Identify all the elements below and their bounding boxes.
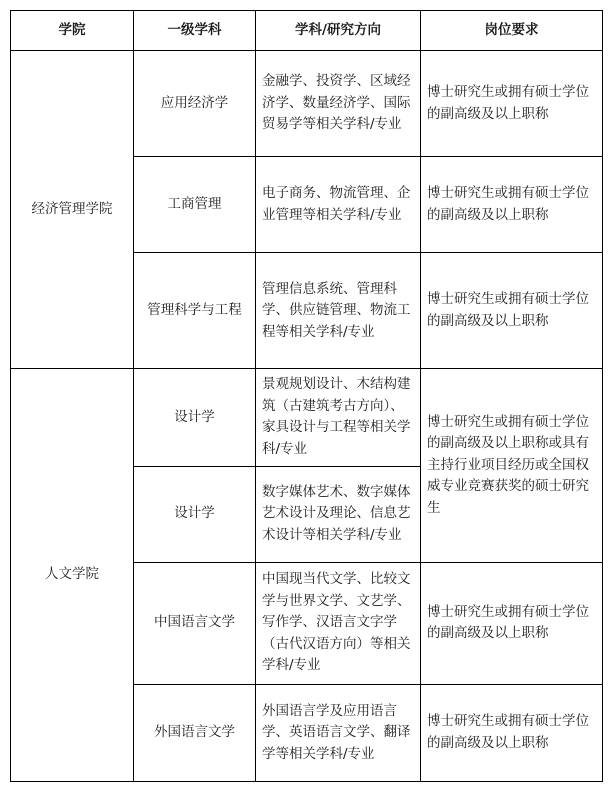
direction-cell: 管理信息系统、管理科学、供应链管理、物流工程等相关学科/专业 xyxy=(256,253,421,369)
direction-cell: 电子商务、物流管理、企业管理等相关学科/专业 xyxy=(256,157,421,253)
table-row xyxy=(11,51,603,157)
requirement-cell: 博士研究生或拥有硕士学位的副高级及以上职称 xyxy=(421,684,603,781)
college-cell: 人文学院 xyxy=(11,369,134,782)
subject-cell: 设计学 xyxy=(134,466,256,562)
header-requirement: 岗位要求 xyxy=(421,11,603,51)
requirement-cell: 博士研究生或拥有硕士学位的副高级及以上职称 xyxy=(421,51,603,157)
subject-cell: 管理科学与工程 xyxy=(134,253,256,369)
subject-cell: 中国语言文学 xyxy=(134,562,256,684)
requirement-cell: 博士研究生或拥有硕士学位的副高级及以上职称或具有主持行业项目经历或全国权威专业竞赛获奖的硕士研究生 xyxy=(421,369,603,562)
subject-cell: 外国语言文学 xyxy=(134,684,256,781)
subject-cell: 设计学 xyxy=(134,369,256,466)
subject-cell: 工商管理 xyxy=(134,157,256,253)
header-college: 学院 xyxy=(11,11,134,51)
direction-cell: 数字媒体艺术、数字媒体艺术设计及理论、信息艺术设计等相关学科/专业 xyxy=(256,466,421,562)
table-row xyxy=(11,369,603,466)
subject-cell: 应用经济学 xyxy=(134,51,256,157)
college-cell: 经济管理学院 xyxy=(11,51,134,369)
direction-cell: 金融学、投资学、区域经济学、数量经济学、国际贸易学等相关学科/专业 xyxy=(256,51,421,157)
direction-cell: 中国现当代文学、比较文学与世界文学、文艺学、写作学、汉语言文字学（古代汉语方向）等相关学科/专业 xyxy=(256,562,421,684)
direction-cell: 景观规划设计、木结构建筑（古建筑考古方向）、家具设计与工程等相关学科/专业 xyxy=(256,369,421,466)
requirement-cell: 博士研究生或拥有硕士学位的副高级及以上职称 xyxy=(421,157,603,253)
header-row xyxy=(11,11,603,51)
direction-cell: 外国语言学及应用语言学、英语语言文学、翻译学等相关学科/专业 xyxy=(256,684,421,781)
requirement-cell: 博士研究生或拥有硕士学位的副高级及以上职称 xyxy=(421,562,603,684)
requirement-cell: 博士研究生或拥有硕士学位的副高级及以上职称 xyxy=(421,253,603,369)
header-direction: 学科/研究方向 xyxy=(256,11,421,51)
header-subject: 一级学科 xyxy=(134,11,256,51)
positions-table xyxy=(10,10,603,782)
